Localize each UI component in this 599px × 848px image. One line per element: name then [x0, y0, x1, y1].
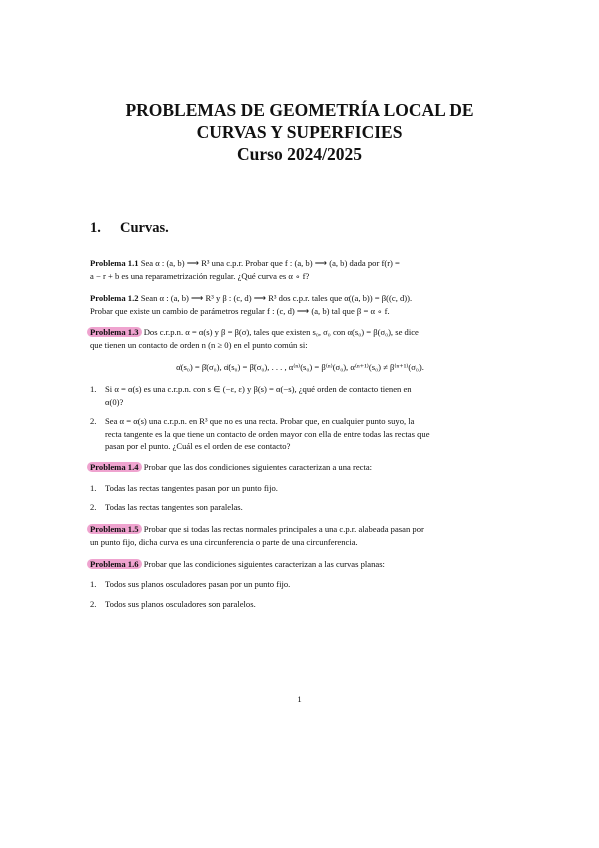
list-item-line: Sea α = α(s) una c.r.p.n. en R³ que no es una recta. Probar que, en cualquier punto suyo, la: [105, 416, 415, 426]
problem-text-line: que tienen un contacto de orden n (n ≥ 0) en el punto común si:: [90, 339, 308, 350]
problem-1-4: [90, 461, 510, 474]
list-item-number: 2.: [90, 599, 97, 609]
list-item-number: 1.: [90, 483, 97, 493]
problem-label: Problema 1.2: [90, 293, 139, 303]
list-item-line: α(0)?: [105, 396, 124, 407]
problem-1-1: [90, 257, 510, 282]
document-title: [60, 99, 539, 165]
section-number: 1.: [90, 220, 101, 236]
problem-text-line: Sea α : (a, b) ⟶ R³ una c.p.r. Probar que f : (a, b) ⟶ (a, b) dada por f(r) =: [140, 258, 400, 268]
page-number: 1: [297, 694, 302, 704]
list-item-line: Todas las rectas tangentes son paralelas.: [105, 502, 243, 512]
list-item-line: Todas las rectas tangentes pasan por un punto fijo.: [105, 483, 278, 493]
problem-text-line: Probar que las dos condiciones siguientes caracterizan a una recta:: [143, 462, 373, 472]
list-item: [90, 578, 520, 591]
problem-label-highlighted: Problema 1.6: [87, 559, 142, 569]
problem-text-line: un punto fijo, dicha curva es una circunferencia o parte de una circunferencia.: [90, 536, 358, 547]
problem-text-line: Sean α : (a, b) ⟶ R³ y β : (c, d) ⟶ R³ dos c.p.r. tales que α((a, b)) = β((c, d)).: [140, 293, 413, 303]
problem-text-line: a − r + b es una reparametrización regular. ¿Qué curva es α ∘ f?: [90, 270, 310, 281]
problem-1-5: [90, 523, 510, 548]
list-item-line: pasan por el punto. ¿Cuál es el orden de ese contacto?: [105, 441, 291, 452]
title-line-3: Curso 2024/2025: [237, 144, 362, 164]
list-item: [90, 383, 520, 408]
problem-text-line: Probar que si todas las rectas normales principales a una c.p.r. alabeada pasan por: [143, 524, 424, 534]
problem-label-highlighted: Problema 1.5: [87, 524, 142, 534]
list-item: [90, 501, 520, 514]
list-item-line: Todos sus planos osculadores son paralelos.: [105, 599, 256, 609]
list-item-number: 1.: [90, 384, 97, 394]
problem-1-2: [90, 292, 510, 317]
section-heading: [90, 220, 169, 237]
list-item-line: Si α = α(s) es una c.r.p.n. con s ∈ (−ε, ε) y β(s) = α(−s), ¿qué orden de contacto tienen en: [105, 384, 412, 394]
title-line-2: CURVAS Y SUPERFICIES: [196, 122, 403, 142]
problem-1-6: [90, 558, 510, 571]
list-item-line: Todos sus planos osculadores pasan por un punto fijo.: [105, 579, 291, 589]
problem-text-line: Dos c.r.p.n. α = α(s) y β = β(σ), tales que existen s₀, σ₀ con α(s₀) = β(σ₀), se dice: [143, 327, 419, 337]
section-name: Curvas.: [120, 220, 169, 236]
problem-text-line: Probar que existe un cambio de parámetros regular f : (c, d) ⟶ (a, b) tal que β = α ∘ f.: [90, 305, 390, 316]
title-line-1: PROBLEMAS DE GEOMETRÍA LOCAL DE: [125, 100, 474, 120]
list-item: [90, 482, 520, 495]
problem-text-line: Probar que las condiciones siguientes caracterizan a las curvas planas:: [143, 559, 385, 569]
list-item-number: 1.: [90, 579, 97, 589]
list-item-number: 2.: [90, 502, 97, 512]
list-item-line: recta tangente es la que tiene un contacto de orden mayor con ella de entre todas las rectas que: [105, 428, 430, 439]
problem-1-3: [90, 326, 510, 351]
problem-label-highlighted: Problema 1.3: [87, 327, 142, 337]
list-item: [90, 415, 520, 453]
problem-label: Problema 1.1: [90, 258, 139, 268]
list-item: [90, 598, 520, 611]
problem-label-highlighted: Problema 1.4: [87, 462, 142, 472]
list-item-number: 2.: [90, 416, 97, 426]
contact-equation: α̇(s₀) = β̇(σ₀), α̈(s₀) = β̈(σ₀), . . . , α⁽ⁿ⁾(s₀) = β⁽ⁿ⁾(σ₀), α⁽ⁿ⁺¹⁾(s₀) ≠ β⁽ⁿ⁺¹⁾(σ₀).: [176, 362, 424, 372]
